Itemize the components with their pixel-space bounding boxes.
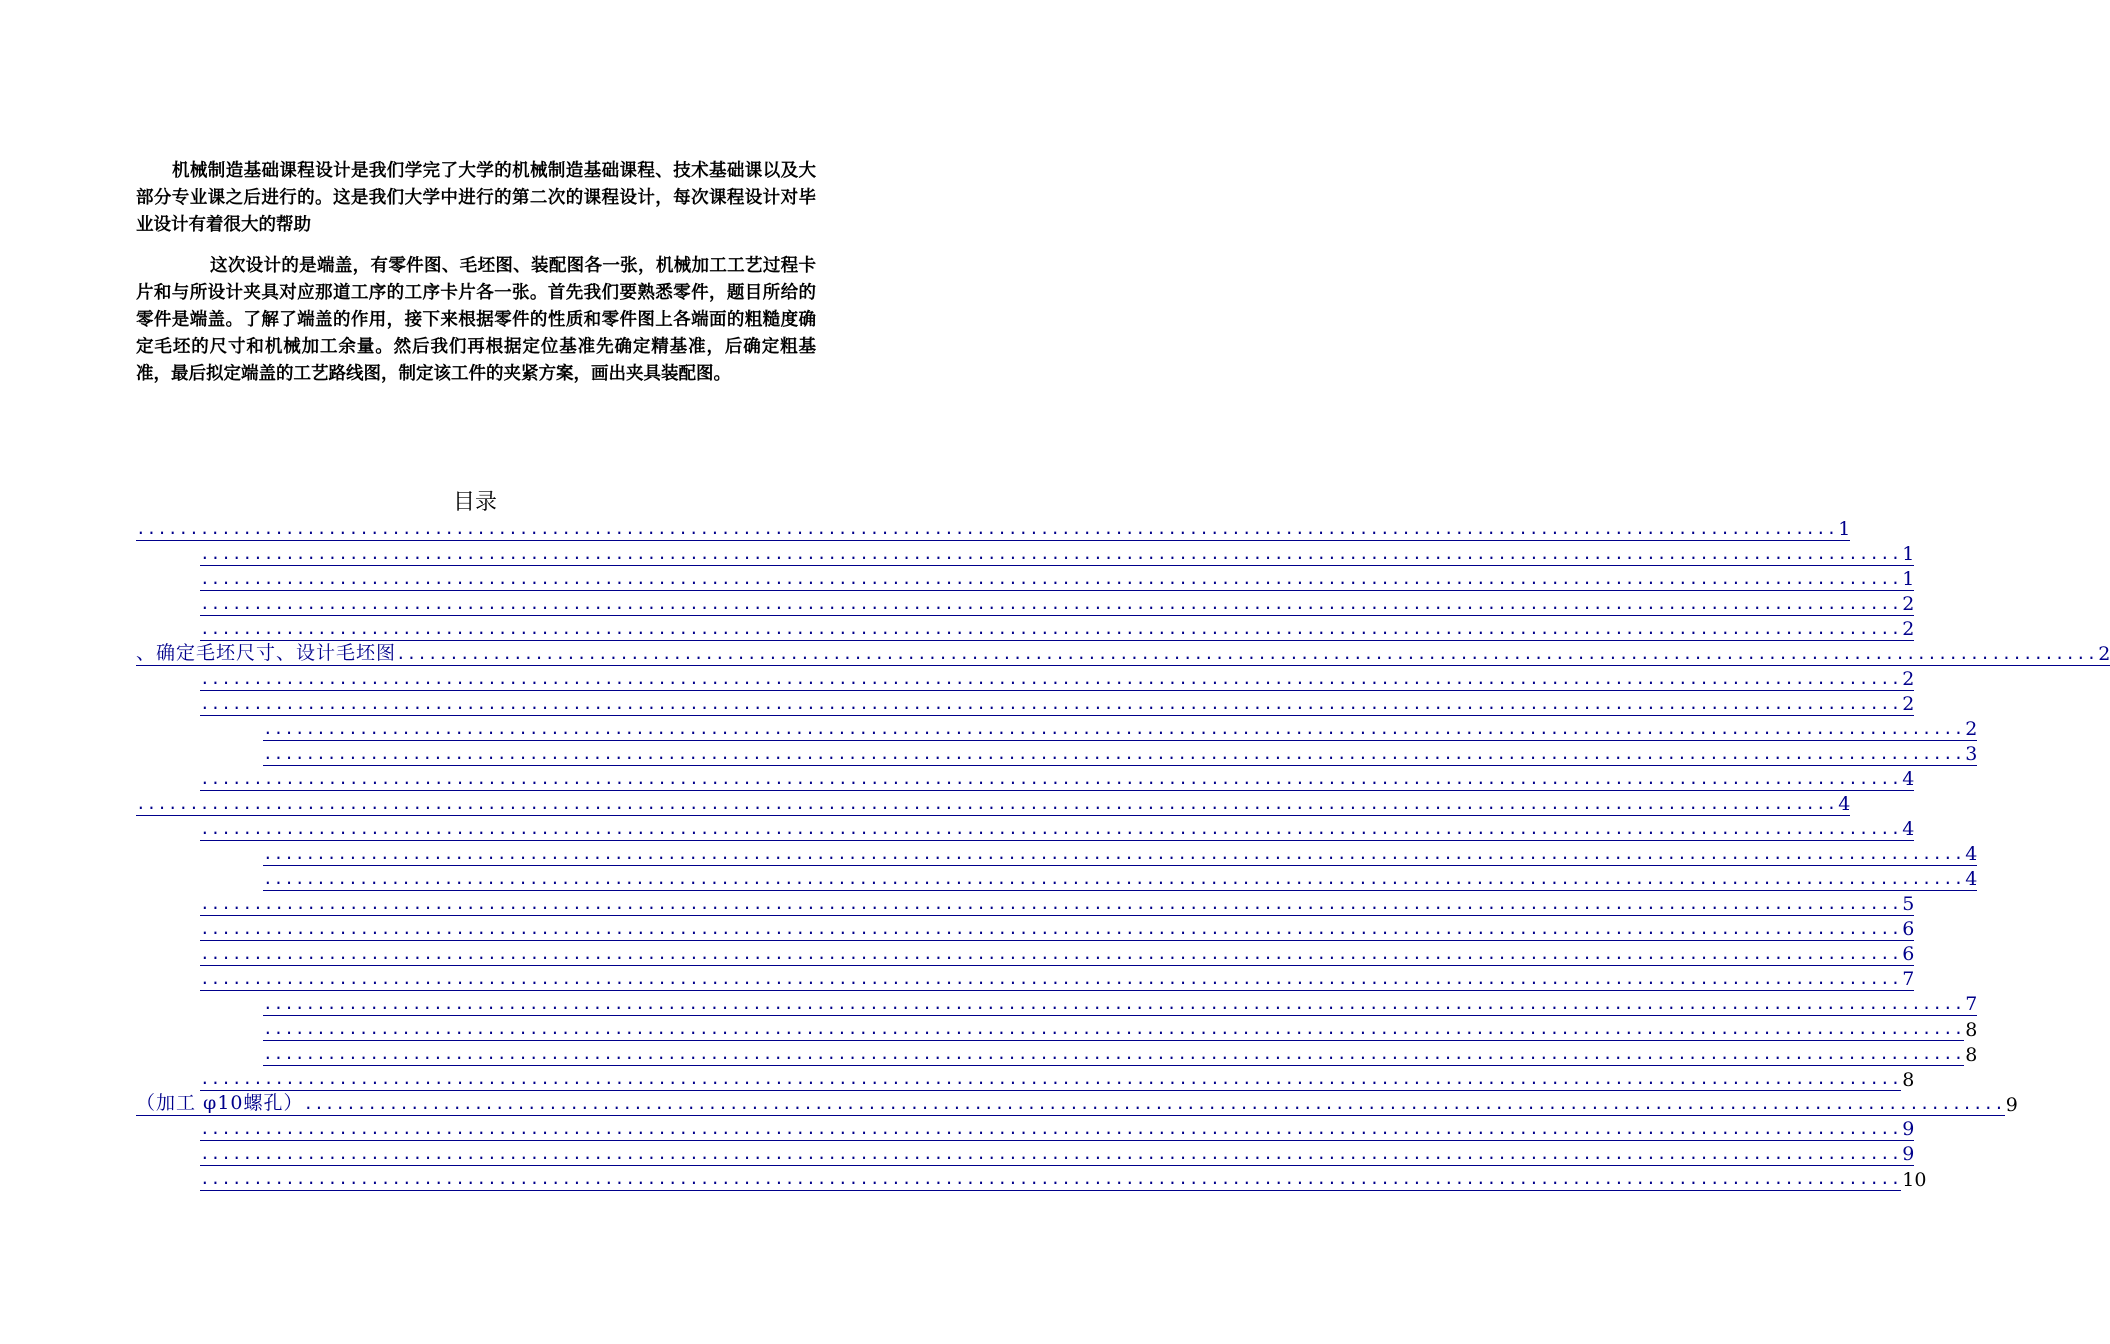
- toc-dot-leader: ................................................................................................................................................................: [396, 644, 2098, 663]
- toc-dot-leader: ................................................................................................................................................................: [263, 844, 1965, 863]
- toc-entry-link[interactable]: [200, 817, 1901, 841]
- toc-dot-leader: ................................................................................................................................................................: [200, 1119, 1902, 1138]
- toc-entry[interactable]: [200, 916, 1915, 941]
- toc-entry[interactable]: [200, 941, 1915, 966]
- toc-page-number: 3: [1965, 743, 1978, 765]
- toc-dot-leader: ................................................................................................................................................................: [303, 1094, 2005, 1113]
- toc-entry-link[interactable]: [200, 942, 1901, 966]
- toc-entry[interactable]: [263, 866, 1978, 891]
- toc-title: 目录: [452, 490, 497, 515]
- toc-entry[interactable]: [200, 816, 1915, 841]
- intro-paragraph-1: 机械制造基础课程设计是我们学完了大学的机械制造基础课程、技术基础课以及大部分专业课之后进行的。这是我们大学中进行的第二次的课程设计，每次课程设计对毕业设计有着很大的帮助: [136, 161, 816, 235]
- toc-entry-link[interactable]: [200, 667, 1901, 691]
- toc-dot-leader: ................................................................................................................................................................: [200, 944, 1902, 963]
- toc-entry-link[interactable]: [263, 842, 1964, 866]
- toc-entry-link[interactable]: [200, 767, 1901, 791]
- toc-page-number: 2: [1902, 693, 1915, 715]
- toc-page-number: 4: [1838, 793, 1851, 815]
- toc-entry-link[interactable]: [200, 1167, 1901, 1191]
- toc-entry[interactable]: [200, 591, 1915, 616]
- toc-entry-link[interactable]: [263, 992, 1964, 1016]
- toc-entry[interactable]: [263, 991, 1978, 1016]
- toc-dot-leader: ................................................................................................................................................................: [200, 1169, 1902, 1188]
- toc-dot-leader: ................................................................................................................................................................: [136, 519, 1838, 538]
- toc-entry-link[interactable]: [200, 567, 1901, 591]
- toc-page-number: 2: [2098, 643, 2110, 665]
- toc-dot-leader: ................................................................................................................................................................: [136, 794, 1838, 813]
- toc-entry[interactable]: [200, 566, 1915, 591]
- toc-entry[interactable]: [200, 891, 1915, 916]
- toc-entry[interactable]: [263, 841, 1978, 866]
- toc-page-number: 2: [1902, 618, 1915, 640]
- toc-page-number: 1: [1902, 543, 1915, 565]
- toc-entry-link[interactable]: [200, 1067, 1901, 1091]
- toc-entry[interactable]: [200, 1166, 1927, 1191]
- toc-dot-leader: ................................................................................................................................................................: [200, 1144, 1902, 1163]
- toc-entry[interactable]: [136, 641, 2110, 666]
- toc-dot-leader: ................................................................................................................................................................: [200, 1069, 1902, 1088]
- toc-entry-link[interactable]: [200, 892, 1901, 916]
- toc-dot-leader: ................................................................................................................................................................: [263, 1044, 1965, 1063]
- toc-entry-link[interactable]: [136, 792, 1837, 816]
- toc-entry[interactable]: [263, 1041, 1978, 1066]
- toc-page-number: 4: [1965, 868, 1978, 890]
- toc-entry[interactable]: [200, 966, 1915, 991]
- toc-entry-link[interactable]: [200, 1142, 1901, 1166]
- toc-entry-link[interactable]: [200, 542, 1901, 566]
- toc-page-number: 2: [1965, 718, 1978, 740]
- toc-page-number: 8: [1965, 1044, 1978, 1066]
- toc-entry[interactable]: [136, 1091, 2018, 1116]
- toc-dot-leader: ................................................................................................................................................................: [200, 594, 1902, 613]
- toc-entry-link[interactable]: [136, 642, 2097, 666]
- toc-dot-leader: ................................................................................................................................................................: [200, 569, 1902, 588]
- toc-page-number: 5: [1902, 893, 1915, 915]
- toc-entry[interactable]: [263, 1016, 1978, 1041]
- toc-entry-link[interactable]: [200, 967, 1901, 991]
- toc-page-number: 1: [1838, 518, 1851, 540]
- toc-page-number: 4: [1965, 843, 1978, 865]
- toc-page-number: 2: [1902, 668, 1915, 690]
- toc-entry-link[interactable]: [263, 1017, 1964, 1041]
- toc-entry[interactable]: [200, 766, 1915, 791]
- toc-page-number: 2: [1902, 593, 1915, 615]
- toc-entry-link[interactable]: [136, 517, 1837, 541]
- toc-dot-leader: ................................................................................................................................................................: [200, 919, 1902, 938]
- toc-page-number: 9: [2005, 1094, 2018, 1116]
- toc-dot-leader: ................................................................................................................................................................: [263, 719, 1965, 738]
- toc-dot-leader: ................................................................................................................................................................: [263, 1019, 1965, 1038]
- toc-entry[interactable]: [200, 616, 1915, 641]
- toc-page-number: 9: [1902, 1118, 1915, 1140]
- toc-dot-leader: ................................................................................................................................................................: [200, 819, 1902, 838]
- toc-entry-link[interactable]: [200, 1117, 1901, 1141]
- toc-entry[interactable]: [263, 716, 1978, 741]
- toc-entry[interactable]: [263, 741, 1978, 766]
- intro-paragraph-2: 这次设计的是端盖，有零件图、毛坯图、装配图各一张，机械加工工艺过程卡片和与所设计夹具对应那道工序的工序卡片各一张。首先我们要熟悉零件，题目所给的零件是端盖。了解了端盖的作用，接下来根据零件的性质和零件图上各端面的粗糙度确定毛坯的尺寸和机械加工余量。然后我们再根据定位基准先确定精基准，后确定粗基准，最后拟定端盖的工艺路线图，制定该工件的夹紧方案，画出夹具装配图。: [136, 256, 816, 384]
- toc-dot-leader: ................................................................................................................................................................: [200, 894, 1902, 913]
- toc-entry[interactable]: [200, 1066, 1915, 1091]
- toc-page-number: 6: [1902, 918, 1915, 940]
- toc-dot-leader: ................................................................................................................................................................: [263, 994, 1965, 1013]
- toc-page-number: 8: [1902, 1069, 1915, 1091]
- toc-dot-leader: ................................................................................................................................................................: [200, 619, 1902, 638]
- toc-page-number: 4: [1902, 818, 1915, 840]
- toc-dot-leader: ................................................................................................................................................................: [200, 544, 1902, 563]
- toc-page-number: 8: [1965, 1019, 1978, 1041]
- toc-entry[interactable]: [136, 791, 1851, 816]
- toc-entry-title: （加工 φ10螺孔）: [136, 1092, 304, 1114]
- toc-entry-title: 、确定毛坯尺寸、设计毛坯图: [136, 642, 397, 664]
- toc-entry-link[interactable]: [263, 1042, 1964, 1066]
- toc-entry-link[interactable]: [200, 917, 1901, 941]
- toc-entry[interactable]: [200, 1116, 1915, 1141]
- toc-dot-leader: ................................................................................................................................................................: [200, 694, 1902, 713]
- toc-entry[interactable]: [200, 691, 1915, 716]
- toc-entry[interactable]: [136, 516, 1851, 541]
- toc-entry-link[interactable]: [263, 717, 1964, 741]
- toc-dot-leader: ................................................................................................................................................................: [200, 969, 1902, 988]
- toc-page-number: 4: [1902, 768, 1915, 790]
- toc-dot-leader: ................................................................................................................................................................: [263, 744, 1965, 763]
- toc-page-number: 7: [1965, 993, 1978, 1015]
- toc-entry-link[interactable]: [263, 742, 1964, 766]
- toc-entry-link[interactable]: [263, 867, 1964, 891]
- toc-page-number: 7: [1902, 968, 1915, 990]
- toc-entry[interactable]: [200, 541, 1915, 566]
- toc-dot-leader: ................................................................................................................................................................: [200, 669, 1902, 688]
- toc-entry-link[interactable]: [136, 1092, 2005, 1116]
- toc-page-number: 1: [1902, 568, 1915, 590]
- toc-page-number: 6: [1902, 943, 1915, 965]
- toc-dot-leader: ................................................................................................................................................................: [200, 769, 1902, 788]
- toc-entry-link[interactable]: [200, 617, 1901, 641]
- toc-page-number: 9: [1902, 1143, 1915, 1165]
- toc-entry-link[interactable]: [200, 592, 1901, 616]
- toc-dot-leader: ................................................................................................................................................................: [263, 869, 1965, 888]
- toc-entry-link[interactable]: [200, 692, 1901, 716]
- toc-entry[interactable]: [200, 666, 1915, 691]
- toc-page-number: 10: [1902, 1169, 1927, 1191]
- toc-entry[interactable]: [200, 1141, 1915, 1166]
